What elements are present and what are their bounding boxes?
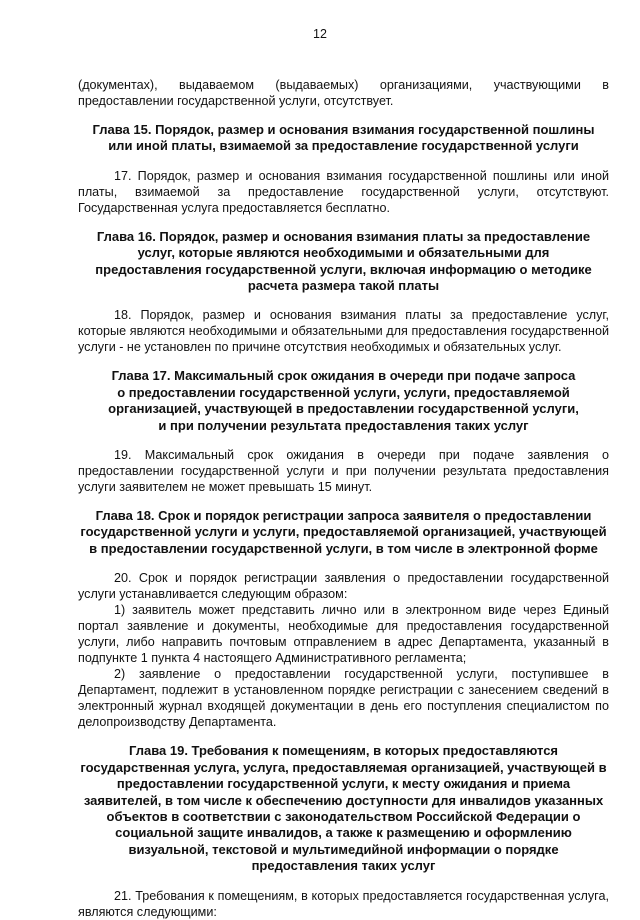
paragraph-21: 21. Требования к помещениям, в которых предоставляется государственная услуга, являются следующими: — [78, 888, 609, 919]
paragraph-19: 19. Максимальный срок ожидания в очереди при подаче заявления о предоставлении государственной услуги и при получении результата предоставления услуги заявителем не может превышать 15 минут. — [78, 448, 609, 495]
chapter-17-heading: Глава 17. Максимальный срок ожидания в очереди при подаче запроса о предоставлении государственной услуги, услуги, предоставляемой организацией, участвующей в предоставлении государственной услуги, и при получении результата предоставления таких услуг — [108, 368, 579, 433]
intro-paragraph: (документах), выдаваемом (выдаваемых) организациями, участвующими в предоставлении государственной услуги, отсутствует. — [78, 78, 609, 108]
paragraph-20: 20. Срок и порядок регистрации заявления о предоставлении государственной услуги устанавливается следующим образом: — [78, 571, 609, 602]
document-body — [78, 77, 609, 920]
paragraph-20-item-2: 2) заявление о предоставлении государственной услуги, поступившее в Департамент, подлежит в установленном порядке регистрации с занесением сведений в электронный журнал входящей документации в день его поступления специалистом по делопроизводству Департамента. — [78, 667, 609, 730]
paragraph-20-item-1: 1) заявитель может представить лично или в электронном виде через Единый портал заявление и документы, необходимые для предоставления государственной услуги, либо направить почтовым отправлением в адрес Департамента, указанный в подпункте 1 пункта 4 настоящего Административного регламента; — [78, 603, 609, 666]
chapter-19-heading: Глава 19. Требования к помещениям, в которых предоставляются государственная услуга, услуга, предоставляемая организацией, участвующей в предоставлении государственной услуги, к месту ожидания и приема заявителей, в том числе к обеспечению доступности для инвалидов указанных объектов в соответствии с законодательством Российской Федерации о социальной защите инвалидов, а также к размещению и оформлению визуальной, текстовой и мультимедийной информации о порядке предоставления таких услуг — [80, 743, 607, 874]
page-number: 12 — [313, 27, 327, 41]
paragraph-17: 17. Порядок, размер и основания взимания государственной пошлины или иной платы, взимаемой за предоставление государственной услуги, отсутствуют. Государственная услуга предоставляется бесплатно. — [78, 168, 609, 215]
chapter-16-heading: Глава 16. Порядок, размер и основания взимания платы за предоставление услуг, которые являются необходимыми и обязательными для предоставления государственной услуги, включая информацию о методике расчета размера такой платы — [95, 228, 592, 294]
chapter-15-heading: Глава 15. Порядок, размер и основания взимания государственной пошлины или иной платы, взимаемой за предоставление государственной услуги — [92, 122, 595, 154]
paragraph-18: 18. Порядок, размер и основания взимания платы за предоставление услуг, которые являются необходимыми и обязательными для предоставления государственной услуги - не установлен по причине отсутствия необходимых и обязательных услуг. — [78, 308, 609, 355]
chapter-18-heading: Глава 18. Срок и порядок регистрации запроса заявителя о предоставлении государственной услуги и услуги, предоставляемой организацией, участвующей в предоставлении государственной услуги, в том числе в электронной форме — [80, 508, 607, 556]
